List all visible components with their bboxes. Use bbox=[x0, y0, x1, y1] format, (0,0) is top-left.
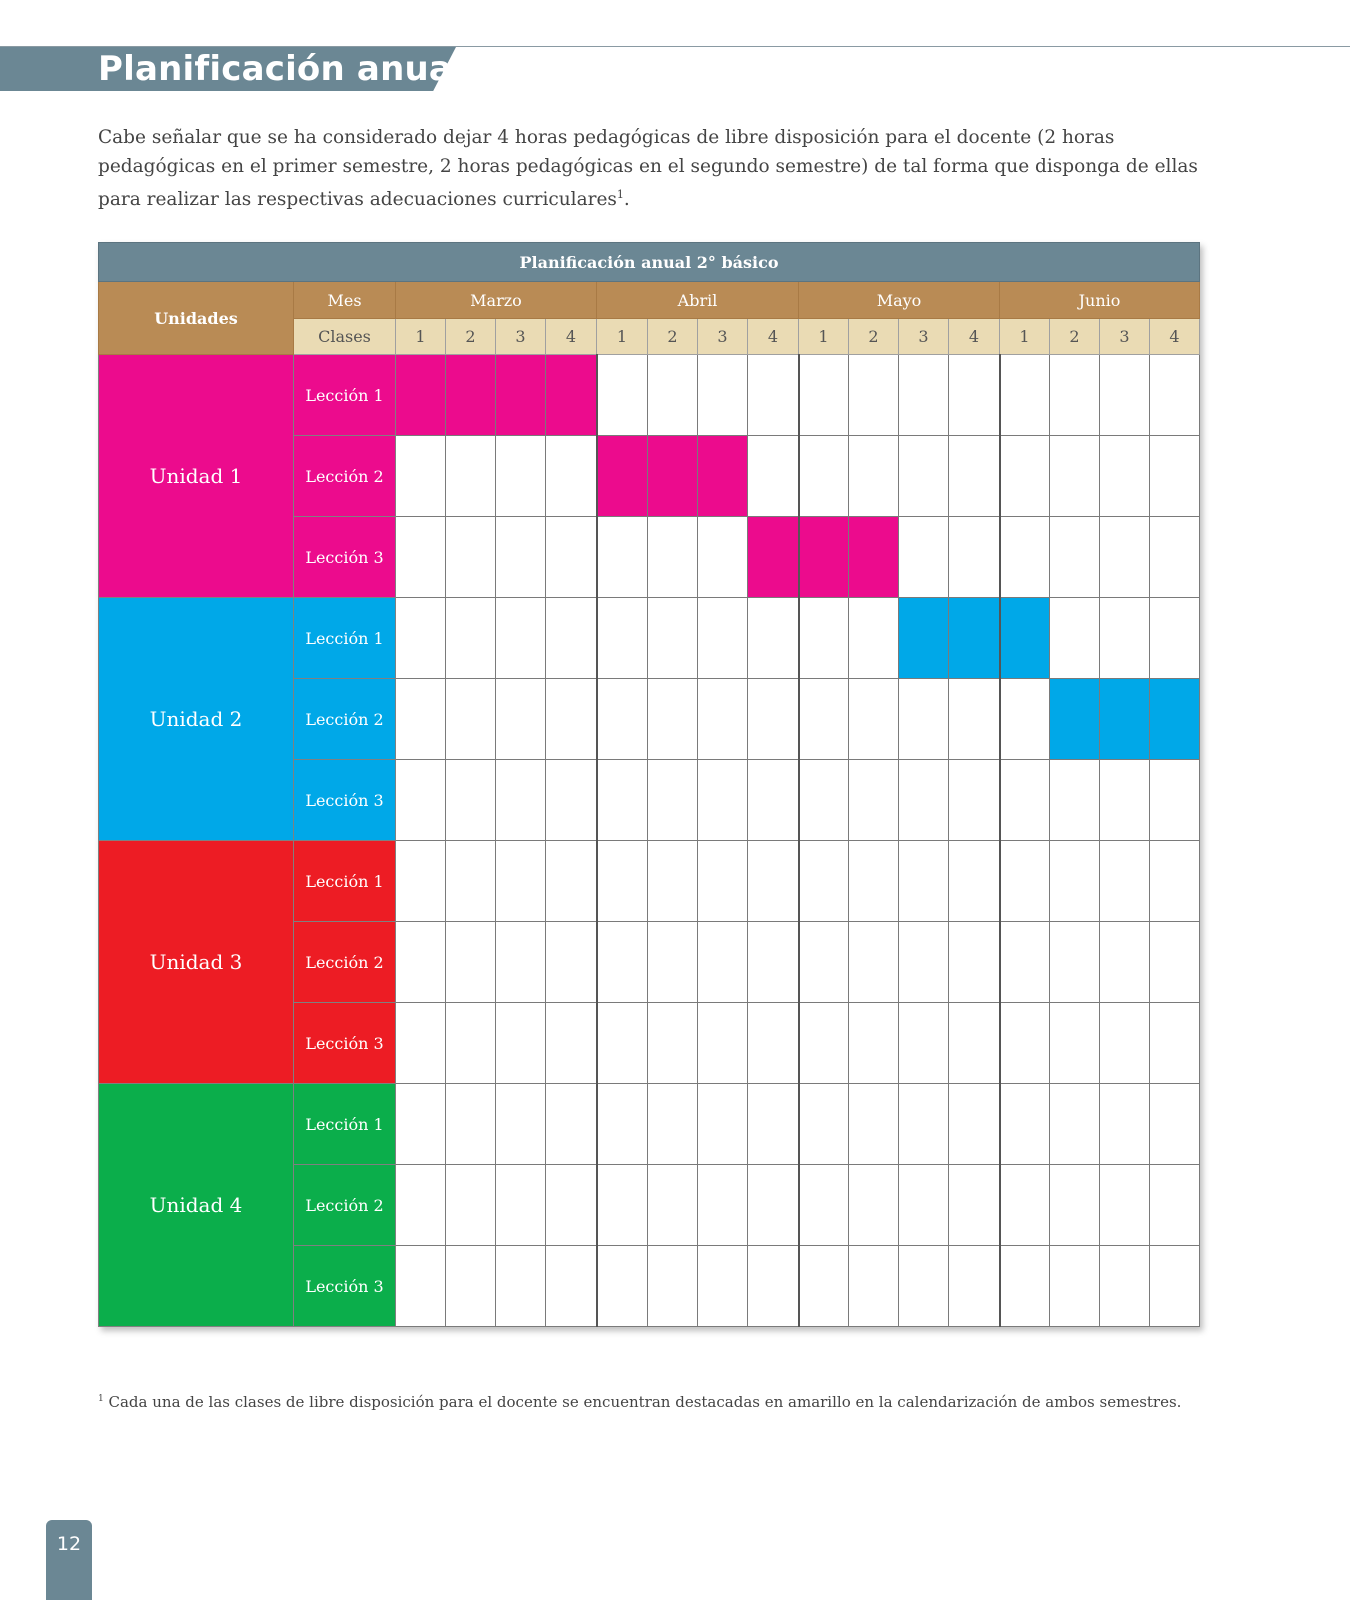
empty-class-cell bbox=[396, 922, 446, 1003]
intro-end: . bbox=[623, 189, 630, 211]
empty-class-cell bbox=[949, 1246, 1000, 1327]
empty-class-cell bbox=[1150, 598, 1200, 679]
empty-class-cell bbox=[1100, 1165, 1150, 1246]
empty-class-cell bbox=[446, 760, 496, 841]
class-number: 2 bbox=[446, 319, 496, 355]
class-number: 3 bbox=[698, 319, 748, 355]
lesson-label: Lección 3 bbox=[294, 760, 396, 841]
scheduled-class-cell bbox=[648, 436, 698, 517]
empty-class-cell bbox=[396, 1084, 446, 1165]
empty-class-cell bbox=[1100, 760, 1150, 841]
empty-class-cell bbox=[648, 355, 698, 436]
lesson-label: Lección 2 bbox=[294, 436, 396, 517]
table-caption: Planificación anual 2° básico bbox=[99, 243, 1200, 282]
empty-class-cell bbox=[396, 760, 446, 841]
empty-class-cell bbox=[1100, 922, 1150, 1003]
empty-class-cell bbox=[899, 841, 949, 922]
empty-class-cell bbox=[1150, 1084, 1200, 1165]
empty-class-cell bbox=[748, 1246, 799, 1327]
empty-class-cell bbox=[799, 1246, 849, 1327]
scheduled-class-cell bbox=[849, 517, 899, 598]
empty-class-cell bbox=[1150, 517, 1200, 598]
empty-class-cell bbox=[597, 1084, 648, 1165]
empty-class-cell bbox=[446, 1003, 496, 1084]
month-header: Mes bbox=[294, 282, 396, 319]
empty-class-cell bbox=[546, 1246, 597, 1327]
empty-class-cell bbox=[648, 679, 698, 760]
empty-class-cell bbox=[496, 436, 546, 517]
empty-class-cell bbox=[849, 841, 899, 922]
empty-class-cell bbox=[748, 1165, 799, 1246]
empty-class-cell bbox=[899, 517, 949, 598]
empty-class-cell bbox=[648, 922, 698, 1003]
units-header: Unidades bbox=[99, 282, 294, 355]
empty-class-cell bbox=[748, 355, 799, 436]
empty-class-cell bbox=[1050, 517, 1100, 598]
empty-class-cell bbox=[597, 517, 648, 598]
scheduled-class-cell bbox=[1000, 598, 1050, 679]
empty-class-cell bbox=[496, 841, 546, 922]
lesson-label: Lección 2 bbox=[294, 922, 396, 1003]
empty-class-cell bbox=[748, 679, 799, 760]
intro-paragraph bbox=[98, 124, 1218, 215]
empty-class-cell bbox=[597, 1246, 648, 1327]
empty-class-cell bbox=[1150, 436, 1200, 517]
empty-class-cell bbox=[949, 679, 1000, 760]
empty-class-cell bbox=[1050, 1084, 1100, 1165]
empty-class-cell bbox=[648, 760, 698, 841]
empty-class-cell bbox=[698, 598, 748, 679]
scheduled-class-cell bbox=[496, 355, 546, 436]
empty-class-cell bbox=[648, 1165, 698, 1246]
empty-class-cell bbox=[899, 1003, 949, 1084]
empty-class-cell bbox=[1050, 760, 1100, 841]
empty-class-cell bbox=[1100, 517, 1150, 598]
lesson-label: Lección 3 bbox=[294, 1246, 396, 1327]
empty-class-cell bbox=[1000, 517, 1050, 598]
empty-class-cell bbox=[1050, 436, 1100, 517]
empty-class-cell bbox=[849, 1003, 899, 1084]
empty-class-cell bbox=[396, 1246, 446, 1327]
empty-class-cell bbox=[1000, 1003, 1050, 1084]
empty-class-cell bbox=[698, 922, 748, 1003]
empty-class-cell bbox=[698, 355, 748, 436]
table-row bbox=[99, 1084, 1200, 1165]
empty-class-cell bbox=[1050, 598, 1100, 679]
empty-class-cell bbox=[849, 598, 899, 679]
empty-class-cell bbox=[396, 598, 446, 679]
empty-class-cell bbox=[546, 1084, 597, 1165]
empty-class-cell bbox=[748, 1084, 799, 1165]
empty-class-cell bbox=[1100, 598, 1150, 679]
scheduled-class-cell bbox=[949, 598, 1000, 679]
empty-class-cell bbox=[799, 679, 849, 760]
empty-class-cell bbox=[546, 760, 597, 841]
empty-class-cell bbox=[648, 517, 698, 598]
empty-class-cell bbox=[496, 1246, 546, 1327]
empty-class-cell bbox=[396, 679, 446, 760]
lesson-label: Lección 2 bbox=[294, 1165, 396, 1246]
empty-class-cell bbox=[446, 1084, 496, 1165]
empty-class-cell bbox=[1100, 1246, 1150, 1327]
scheduled-class-cell bbox=[1150, 679, 1200, 760]
empty-class-cell bbox=[1000, 922, 1050, 1003]
empty-class-cell bbox=[546, 517, 597, 598]
empty-class-cell bbox=[949, 760, 1000, 841]
empty-class-cell bbox=[546, 841, 597, 922]
empty-class-cell bbox=[949, 1003, 1000, 1084]
class-number: 1 bbox=[1000, 319, 1050, 355]
unit-label: Unidad 1 bbox=[99, 355, 294, 598]
empty-class-cell bbox=[849, 436, 899, 517]
empty-class-cell bbox=[748, 922, 799, 1003]
month-mayo: Mayo bbox=[799, 282, 1000, 319]
empty-class-cell bbox=[496, 1165, 546, 1246]
empty-class-cell bbox=[1150, 760, 1200, 841]
empty-class-cell bbox=[496, 760, 546, 841]
class-number: 4 bbox=[949, 319, 1000, 355]
empty-class-cell bbox=[949, 1084, 1000, 1165]
empty-class-cell bbox=[1100, 1084, 1150, 1165]
class-number: 3 bbox=[899, 319, 949, 355]
scheduled-class-cell bbox=[1100, 679, 1150, 760]
empty-class-cell bbox=[1100, 1003, 1150, 1084]
class-number: 2 bbox=[849, 319, 899, 355]
empty-class-cell bbox=[698, 1246, 748, 1327]
empty-class-cell bbox=[899, 922, 949, 1003]
class-number: 4 bbox=[1150, 319, 1200, 355]
empty-class-cell bbox=[1000, 679, 1050, 760]
empty-class-cell bbox=[1050, 922, 1100, 1003]
empty-class-cell bbox=[648, 1003, 698, 1084]
empty-class-cell bbox=[546, 1003, 597, 1084]
empty-class-cell bbox=[446, 1165, 496, 1246]
empty-class-cell bbox=[597, 598, 648, 679]
empty-class-cell bbox=[799, 598, 849, 679]
scheduled-class-cell bbox=[799, 517, 849, 598]
empty-class-cell bbox=[1100, 436, 1150, 517]
empty-class-cell bbox=[446, 841, 496, 922]
empty-class-cell bbox=[1050, 1003, 1100, 1084]
empty-class-cell bbox=[899, 760, 949, 841]
empty-class-cell bbox=[799, 1165, 849, 1246]
empty-class-cell bbox=[1050, 1165, 1100, 1246]
scheduled-class-cell bbox=[546, 355, 597, 436]
footnote-mark: 1 bbox=[98, 1394, 104, 1404]
class-number: 2 bbox=[648, 319, 698, 355]
scheduled-class-cell bbox=[446, 355, 496, 436]
empty-class-cell bbox=[1000, 1165, 1050, 1246]
empty-class-cell bbox=[799, 841, 849, 922]
empty-class-cell bbox=[446, 922, 496, 1003]
empty-class-cell bbox=[1050, 841, 1100, 922]
empty-class-cell bbox=[849, 679, 899, 760]
empty-class-cell bbox=[496, 679, 546, 760]
empty-class-cell bbox=[748, 760, 799, 841]
empty-class-cell bbox=[849, 1246, 899, 1327]
lesson-label: Lección 1 bbox=[294, 598, 396, 679]
empty-class-cell bbox=[396, 841, 446, 922]
empty-class-cell bbox=[799, 355, 849, 436]
empty-class-cell bbox=[496, 598, 546, 679]
class-number: 3 bbox=[496, 319, 546, 355]
empty-class-cell bbox=[849, 760, 899, 841]
empty-class-cell bbox=[799, 1084, 849, 1165]
empty-class-cell bbox=[748, 598, 799, 679]
empty-class-cell bbox=[496, 1084, 546, 1165]
empty-class-cell bbox=[748, 841, 799, 922]
empty-class-cell bbox=[1150, 1246, 1200, 1327]
annual-plan-table bbox=[98, 242, 1200, 1327]
empty-class-cell bbox=[597, 1165, 648, 1246]
page-number: 12 bbox=[56, 1533, 82, 1555]
lesson-label: Lección 1 bbox=[294, 1084, 396, 1165]
empty-class-cell bbox=[597, 760, 648, 841]
table-row bbox=[99, 598, 1200, 679]
empty-class-cell bbox=[698, 841, 748, 922]
empty-class-cell bbox=[899, 1246, 949, 1327]
scheduled-class-cell bbox=[396, 355, 446, 436]
unit-label: Unidad 4 bbox=[99, 1084, 294, 1327]
empty-class-cell bbox=[949, 436, 1000, 517]
empty-class-cell bbox=[597, 841, 648, 922]
empty-class-cell bbox=[899, 436, 949, 517]
empty-class-cell bbox=[396, 1003, 446, 1084]
empty-class-cell bbox=[546, 922, 597, 1003]
empty-class-cell bbox=[1000, 1246, 1050, 1327]
empty-class-cell bbox=[698, 760, 748, 841]
footnote-text: Cada una de las clases de libre disposición para el docente se encuentran destacadas en amarillo en la calendarización de ambos semestres. bbox=[108, 1393, 1182, 1411]
empty-class-cell bbox=[698, 1084, 748, 1165]
scheduled-class-cell bbox=[597, 436, 648, 517]
empty-class-cell bbox=[698, 1003, 748, 1084]
empty-class-cell bbox=[546, 1165, 597, 1246]
empty-class-cell bbox=[446, 679, 496, 760]
class-number: 3 bbox=[1100, 319, 1150, 355]
empty-class-cell bbox=[648, 1084, 698, 1165]
empty-class-cell bbox=[1000, 355, 1050, 436]
empty-class-cell bbox=[1150, 1003, 1200, 1084]
scheduled-class-cell bbox=[899, 598, 949, 679]
lesson-label: Lección 3 bbox=[294, 1003, 396, 1084]
empty-class-cell bbox=[648, 841, 698, 922]
empty-class-cell bbox=[799, 1003, 849, 1084]
empty-class-cell bbox=[949, 355, 1000, 436]
empty-class-cell bbox=[1000, 436, 1050, 517]
page-number-tab bbox=[46, 1520, 92, 1600]
empty-class-cell bbox=[1150, 841, 1200, 922]
empty-class-cell bbox=[698, 679, 748, 760]
empty-class-cell bbox=[1150, 355, 1200, 436]
empty-class-cell bbox=[446, 517, 496, 598]
empty-class-cell bbox=[899, 1165, 949, 1246]
class-number: 1 bbox=[799, 319, 849, 355]
empty-class-cell bbox=[1150, 922, 1200, 1003]
empty-class-cell bbox=[698, 517, 748, 598]
unit-label: Unidad 2 bbox=[99, 598, 294, 841]
empty-class-cell bbox=[899, 679, 949, 760]
empty-class-cell bbox=[396, 436, 446, 517]
class-number: 1 bbox=[597, 319, 648, 355]
footnote-reference: 1 bbox=[616, 188, 624, 201]
class-number: 4 bbox=[748, 319, 799, 355]
empty-class-cell bbox=[597, 922, 648, 1003]
empty-class-cell bbox=[799, 436, 849, 517]
empty-class-cell bbox=[1000, 1084, 1050, 1165]
lesson-label: Lección 3 bbox=[294, 517, 396, 598]
classes-header: Clases bbox=[294, 319, 396, 355]
empty-class-cell bbox=[849, 1165, 899, 1246]
table-row bbox=[99, 355, 1200, 436]
empty-class-cell bbox=[496, 1003, 546, 1084]
empty-class-cell bbox=[748, 1003, 799, 1084]
empty-class-cell bbox=[648, 598, 698, 679]
empty-class-cell bbox=[597, 355, 648, 436]
empty-class-cell bbox=[597, 1003, 648, 1084]
month-abril: Abril bbox=[597, 282, 799, 319]
lesson-label: Lección 1 bbox=[294, 841, 396, 922]
empty-class-cell bbox=[1100, 841, 1150, 922]
footnote bbox=[98, 1393, 1181, 1411]
empty-class-cell bbox=[546, 436, 597, 517]
empty-class-cell bbox=[546, 598, 597, 679]
empty-class-cell bbox=[1150, 1165, 1200, 1246]
empty-class-cell bbox=[496, 517, 546, 598]
unit-label: Unidad 3 bbox=[99, 841, 294, 1084]
empty-class-cell bbox=[899, 1084, 949, 1165]
empty-class-cell bbox=[1000, 760, 1050, 841]
class-number: 1 bbox=[396, 319, 446, 355]
empty-class-cell bbox=[949, 1165, 1000, 1246]
empty-class-cell bbox=[396, 1165, 446, 1246]
empty-class-cell bbox=[648, 1246, 698, 1327]
scheduled-class-cell bbox=[698, 436, 748, 517]
empty-class-cell bbox=[949, 922, 1000, 1003]
empty-class-cell bbox=[496, 922, 546, 1003]
empty-class-cell bbox=[849, 1084, 899, 1165]
empty-class-cell bbox=[546, 679, 597, 760]
empty-class-cell bbox=[748, 436, 799, 517]
lesson-label: Lección 1 bbox=[294, 355, 396, 436]
scheduled-class-cell bbox=[748, 517, 799, 598]
empty-class-cell bbox=[1050, 355, 1100, 436]
empty-class-cell bbox=[1100, 355, 1150, 436]
empty-class-cell bbox=[396, 517, 446, 598]
empty-class-cell bbox=[446, 436, 496, 517]
class-number: 4 bbox=[546, 319, 597, 355]
empty-class-cell bbox=[446, 1246, 496, 1327]
empty-class-cell bbox=[1000, 841, 1050, 922]
month-junio: Junio bbox=[1000, 282, 1200, 319]
class-number: 2 bbox=[1050, 319, 1100, 355]
empty-class-cell bbox=[849, 355, 899, 436]
empty-class-cell bbox=[949, 517, 1000, 598]
table-row bbox=[99, 841, 1200, 922]
scheduled-class-cell bbox=[1050, 679, 1100, 760]
empty-class-cell bbox=[949, 841, 1000, 922]
empty-class-cell bbox=[597, 679, 648, 760]
intro-text: Cabe señalar que se ha considerado dejar 4 horas pedagógicas de libre disposición para el docente (2 horas pedagógicas en el primer semestre, 2 horas pedagógicas en el segundo semestre) de tal forma que disponga de ellas para realizar las respectivas adecuaciones curriculares bbox=[98, 127, 1198, 211]
month-marzo: Marzo bbox=[396, 282, 597, 319]
empty-class-cell bbox=[799, 922, 849, 1003]
empty-class-cell bbox=[698, 1165, 748, 1246]
empty-class-cell bbox=[849, 922, 899, 1003]
empty-class-cell bbox=[446, 598, 496, 679]
empty-class-cell bbox=[799, 760, 849, 841]
empty-class-cell bbox=[899, 355, 949, 436]
page-title: Planificación anual bbox=[98, 49, 464, 89]
empty-class-cell bbox=[1050, 1246, 1100, 1327]
lesson-label: Lección 2 bbox=[294, 679, 396, 760]
